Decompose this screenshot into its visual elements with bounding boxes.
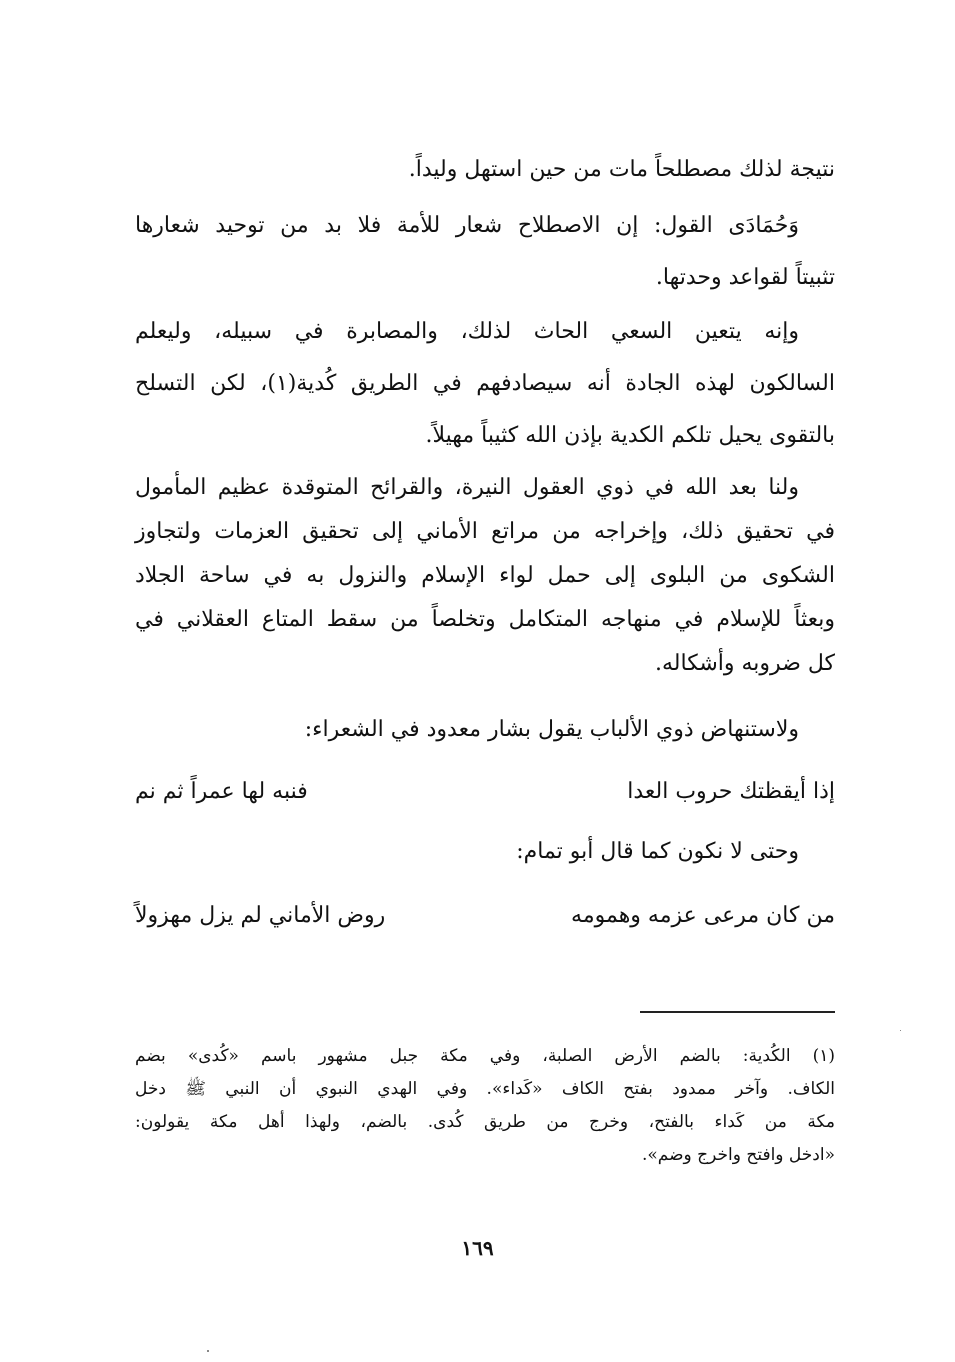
paragraph-6	[135, 836, 835, 868]
paragraph-line: تثبيتاً لقواعد وحدتها.	[655, 265, 835, 290]
paragraph-3	[135, 316, 835, 452]
paragraph-line: وبعثاً للإسلام في منهاجه المتكامل وتخلصاً من سقط المتاع العقلاني في	[135, 607, 835, 632]
footnote-line: «ادخل وافتح واخرج وضم».	[641, 1145, 835, 1165]
scan-speck	[900, 1030, 901, 1031]
paragraph-line: وَحُمَادَى القول: إن الاصطلاح شعار للأمة فلا بد من توحيد شعارها	[135, 213, 799, 238]
footnote-line: مكة من كَداء بالفتح، وخرج من طريق كُدى. بالضم، ولهذا أهل مكة يقولون:	[135, 1112, 835, 1132]
paragraph-line: السالكون لهذه الجادة أنه سيصادفهم في الطريق كُدية(١)، لكن التسلح	[135, 371, 835, 396]
page-number: ١٦٩	[461, 1236, 494, 1260]
paragraph-line: الشكوى من البلوى إلى حمل لواء الإسلام والنزول به في ساحة الجلاد	[135, 563, 835, 588]
footnote-line: الكاف. وآخر ممدود بفتح الكاف «كَداء». وفي الهدي النبوي أن النبي ﷺ دخل	[135, 1079, 835, 1099]
verse-second-hemistich: روض الأماني لم يزل مهزولاً	[135, 903, 386, 928]
poem-verse-1	[135, 776, 835, 808]
paragraph-line: وحتى لا نكون كما قال أبو تمام:	[516, 839, 799, 864]
paragraph-line: ولاستنهاض ذوي الألباب يقول بشار معدود في الشعراء:	[304, 717, 799, 742]
paragraph-line: بالتقوى يحيل تلكم الكدية بإذن الله كثيباً مهيلاً.	[425, 423, 835, 448]
verse-second-hemistich: فنبه لها عمراً ثم نم	[135, 779, 308, 804]
scan-speck	[207, 1350, 209, 1352]
paragraph-line: ولنا بعد الله في ذوي العقول النيرة، والقرائح المتوقدة عظيم المأمول	[135, 475, 799, 500]
paragraph-line: في تحقيق ذلك، وإخراجه من مراتع الأماني إلى تحقيق العزمات ولتجاوز	[135, 519, 835, 544]
paragraph-2	[135, 210, 835, 294]
paragraph-1	[135, 154, 835, 186]
paragraph-line: نتيجة لذلك مصطلحاً مات من حين استهل وليداً.	[408, 157, 835, 182]
footnote-line: (١) الكُدية: بالضم الأرض الصلبة، وفي مكة جبل مشهور باسم «كُدى» بضم	[135, 1046, 835, 1066]
footnote	[135, 1040, 835, 1172]
verse-first-hemistich: من كان مرعى عزمه وهمومه	[571, 903, 835, 928]
paragraph-line: وإنه يتعين السعي الحاث لذلك، والمصابرة في سبيله، وليعلم	[135, 319, 799, 344]
verse-first-hemistich: إذا أيقظتك حروب العدا	[627, 779, 835, 804]
footnote-separator	[640, 1011, 835, 1013]
paragraph-5	[135, 714, 835, 746]
poem-verse-2	[135, 900, 835, 932]
paragraph-line: كل ضروبه وأشكاله.	[655, 651, 835, 676]
paragraph-4	[135, 472, 835, 680]
